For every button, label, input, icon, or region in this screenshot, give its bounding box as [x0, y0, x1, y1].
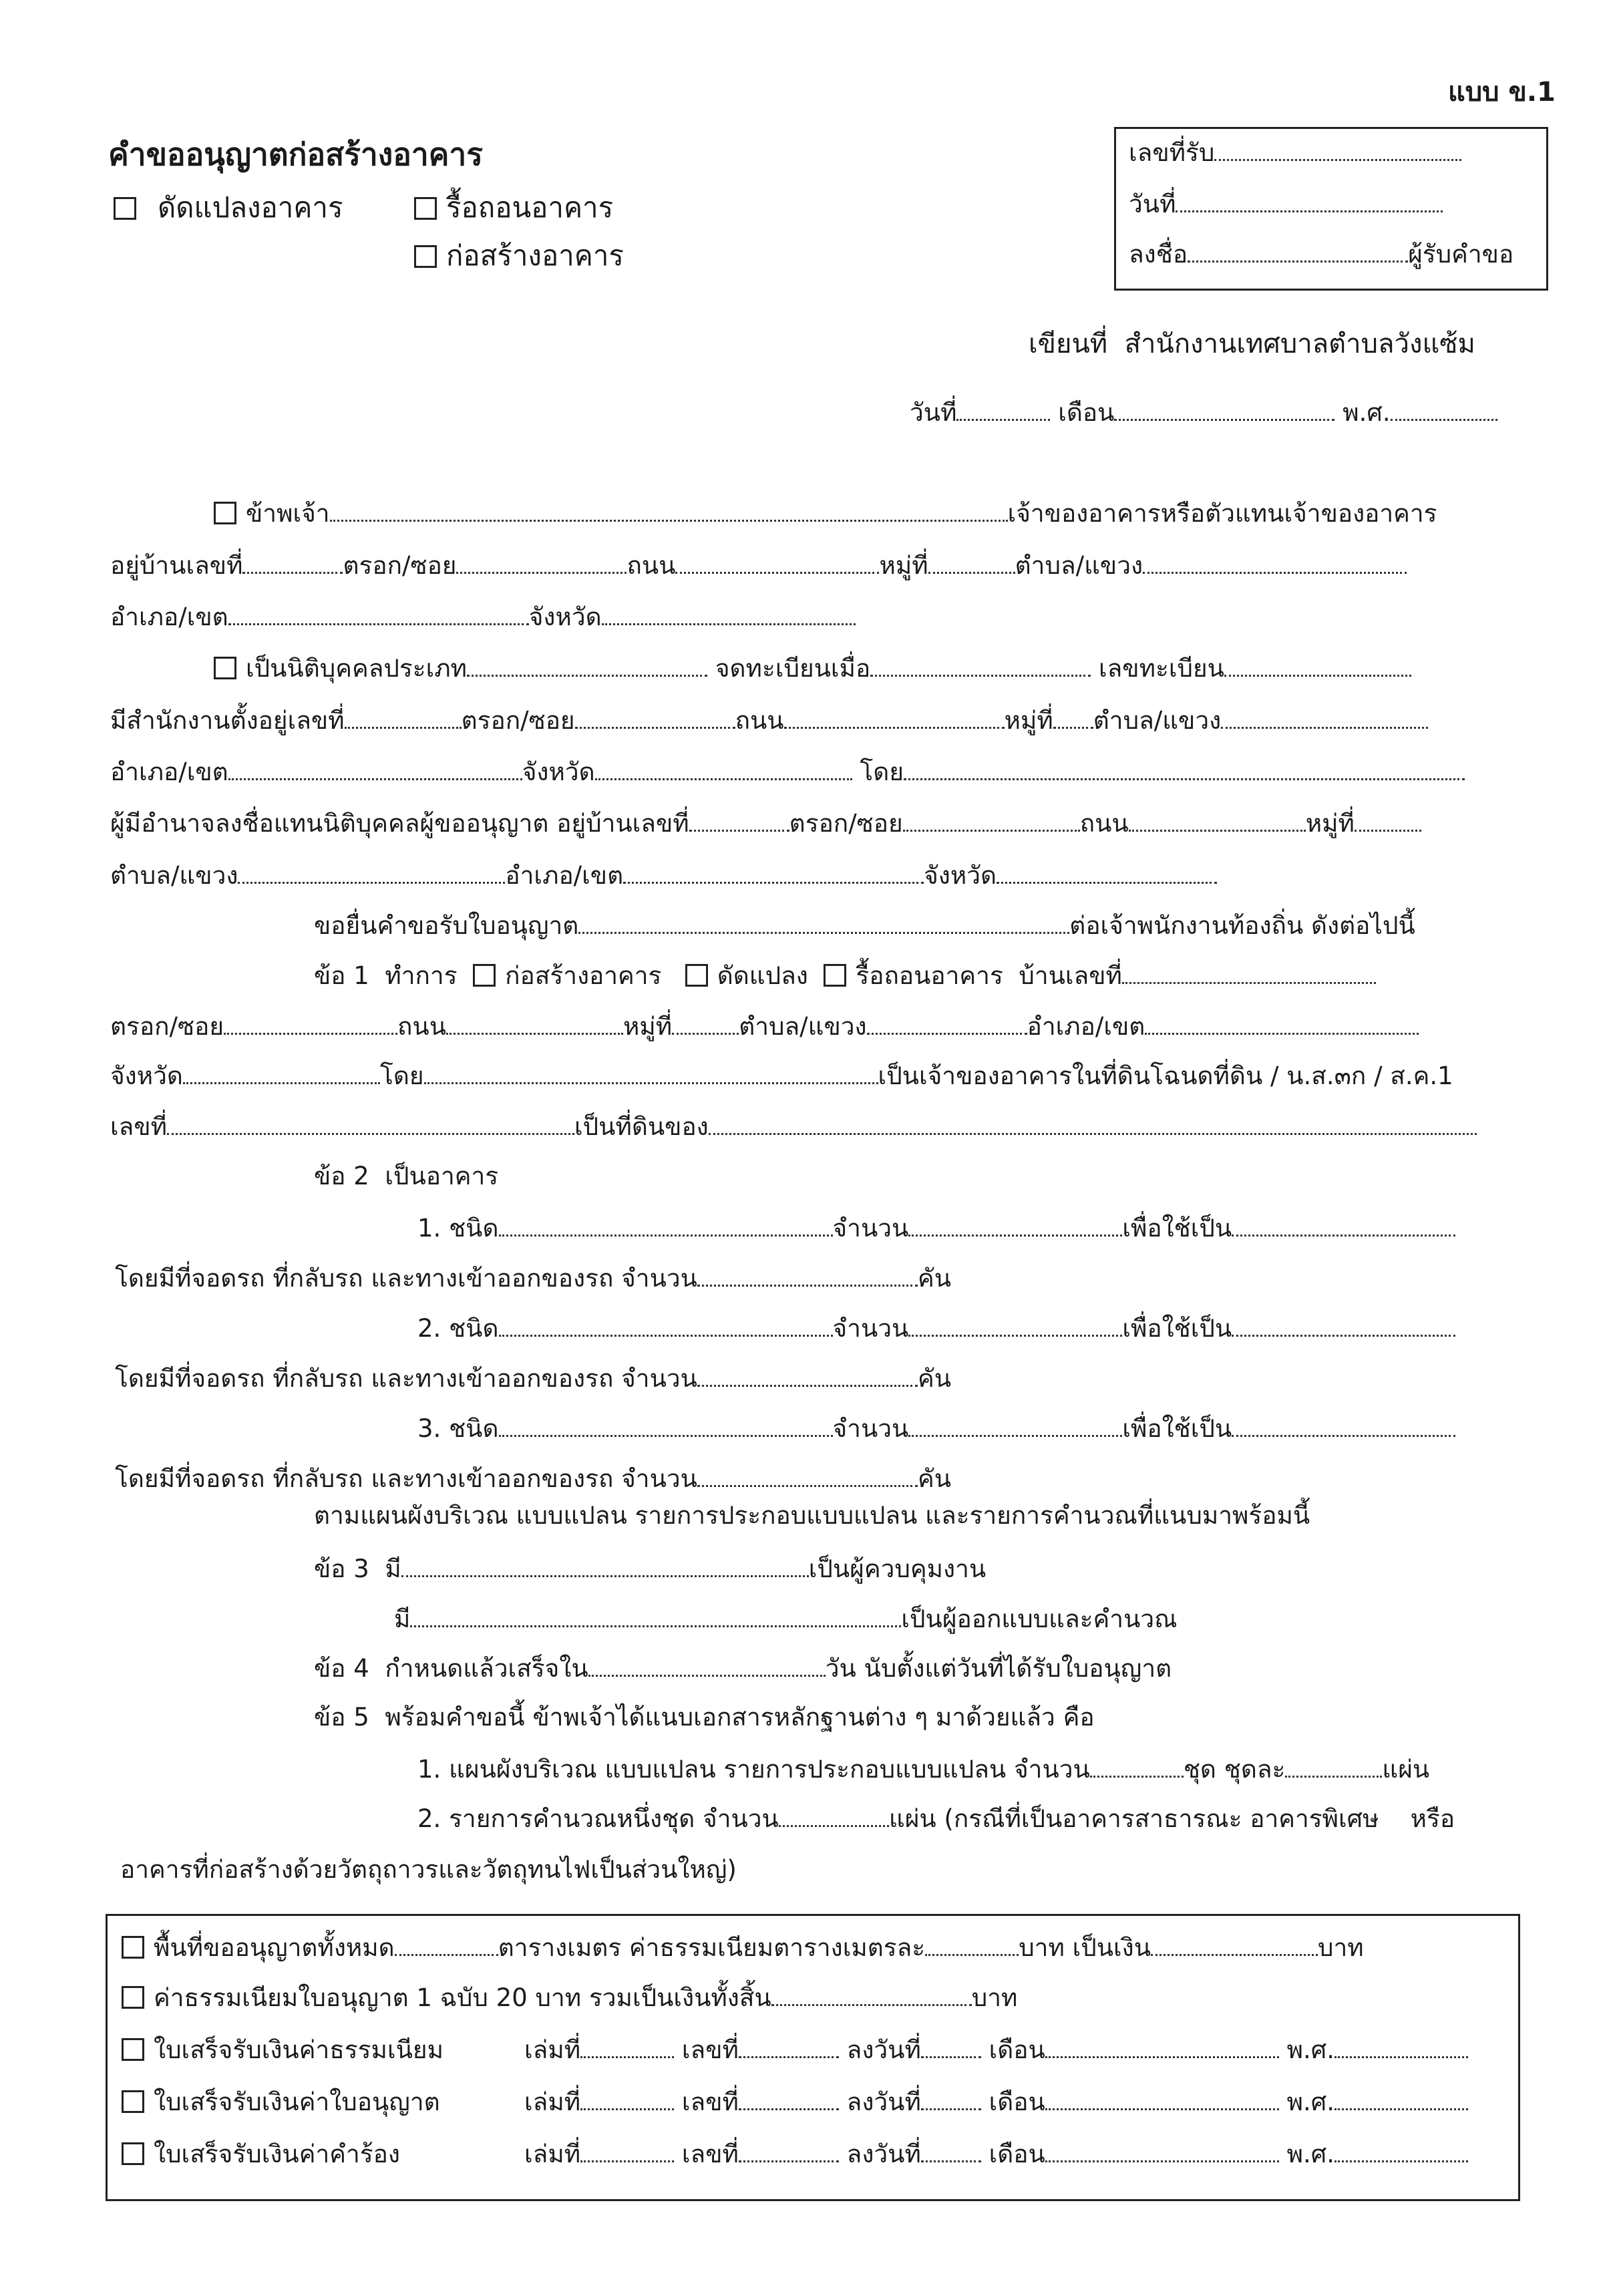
building-3: 3. ชนิด จำนวน เพื่อใช้เป็น — [417, 1415, 1455, 1441]
clause1-address: ตรอก/ซอย ถนน หมู่ที่ ตำบล/แขวง อำเภอ/เขต — [110, 1013, 1419, 1039]
parking-1: โดยมีที่จอดรถ ที่กลับรถ และทางเข้าออกของรถ จำนวน คัน — [115, 1264, 951, 1293]
clause4: ข้อ 4 กำหนดแล้วเสร็จใน วัน นับตั้งแต่วันที่ได้รับใบอนุญาต — [314, 1654, 1172, 1683]
checkbox[interactable] — [214, 502, 236, 524]
juristic-office: มีสำนักงานตั้งอยู่เลขที่ ตรอก/ซอย ถนน หมู่ที่ ตำบล/แขวง — [110, 707, 1428, 733]
building-2: 2. ชนิด จำนวน เพื่อใช้เป็น — [417, 1315, 1455, 1341]
checkbox[interactable] — [824, 964, 846, 987]
checkbox[interactable] — [122, 2090, 144, 2113]
juristic-district: อำเภอ/เขต จังหวัด โดย — [110, 758, 1465, 784]
juristic-signer-district: ตำบล/แขวง อำเภอ/เขต จังหวัด — [110, 862, 1217, 888]
checkbox[interactable] — [122, 1936, 144, 1959]
parking-3: โดยมีที่จอดรถ ที่กลับรถ และทางเข้าออกของรถ จำนวน คัน — [115, 1464, 951, 1493]
clause5-item2-cont: อาคารที่ก่อสร้างด้วยวัตถุถาวรและวัตถุทนไฟเป็นส่วนใหญ่) — [120, 1855, 737, 1884]
receipt-row-3: ใบเสร็จรับเงินค่าคำร้อง เล่มที่ เลขที่ ลงวันที่ เดือน พ.ศ. — [122, 2140, 1468, 2166]
checkbox[interactable] — [122, 2038, 144, 2061]
checkbox[interactable] — [122, 2142, 144, 2165]
checkbox[interactable] — [473, 964, 496, 987]
option-modify[interactable]: ดัดแปลงอาคาร — [114, 194, 343, 222]
applicant-address: อยู่บ้านเลขที่ ตรอก/ซอย ถนน หมู่ที่ ตำบล/แขวง — [110, 552, 1407, 578]
fee-area: พื้นที่ขออนุญาตทั้งหมด ตารางเมตร ค่าธรรมเนียมตารางเมตรละ บาท เป็นเงิน บาท — [122, 1934, 1364, 1960]
juristic-signer: ผู้มีอำนาจลงชื่อแทนนิติบุคคลผู้ขออนุญาต อยู่บ้านเลขที่ ตรอก/ซอย ถนน หมู่ที่ — [110, 810, 1421, 836]
option-construct[interactable]: ก่อสร้างอาคาร — [414, 242, 624, 270]
building-1: 1. ชนิด จำนวน เพื่อใช้เป็น — [417, 1214, 1455, 1241]
request-intro: ขอยื่นคำขอรับใบอนุญาต ต่อเจ้าพนักงานท้องถิ่น ดังต่อไปนี้ — [314, 911, 1415, 940]
juristic-line: เป็นนิติบุคคลประเภท จดทะเบียนเมื่อ เลขทะเบียน — [214, 655, 1411, 681]
checkbox[interactable] — [685, 964, 708, 987]
form-title: คำขออนุญาตก่อสร้างอาคาร — [108, 136, 483, 172]
checkbox[interactable] — [414, 245, 437, 268]
received-no: เลขที่รับ — [1129, 139, 1461, 165]
written-at: เขียนที่ สำนักงานเทศบาลตำบลวังแซ้ม — [1029, 329, 1475, 359]
checkbox[interactable] — [114, 197, 136, 220]
applicant-line: ข้าพเจ้า เจ้าของอาคารหรือตัวแทนเจ้าของอาคาร — [214, 500, 1437, 526]
plans-note: ตามแผนผังบริเวณ แบบแปลน รายการประกอบแบบแปลน และรายการคำนวณที่แนบมาพร้อมนี้ — [314, 1501, 1310, 1530]
clause3-controller: ข้อ 3 มี เป็นผู้ควบคุมงาน — [314, 1554, 987, 1583]
option-demolish[interactable]: รื้อถอนอาคาร — [414, 194, 613, 222]
clause3-designer: มี เป็นผู้ออกแบบและคำนวณ — [394, 1605, 1178, 1633]
checkbox[interactable] — [414, 197, 437, 220]
receipt-row-2: ใบเสร็จรับเงินค่าใบอนุญาต เล่มที่ เลขที่ ลงวันที่ เดือน พ.ศ. — [122, 2088, 1468, 2114]
checkbox[interactable] — [214, 657, 236, 679]
receipt-row-1: ใบเสร็จรับเงินค่าธรรมเนียม เล่มที่ เลขที่ ลงวันที่ เดือน พ.ศ. — [122, 2036, 1468, 2062]
checkbox[interactable] — [122, 1986, 144, 2009]
clause1-action: ข้อ 1 ทำการ ก่อสร้างอาคาร ดัดแปลง รื้อถอนอาคาร บ้านเลขที่ — [314, 962, 1376, 988]
clause1-owner: จังหวัด โดย เป็นเจ้าของอาคารในที่ดินโฉนดที่ดิน / น.ส.๓ก / ส.ค.1 — [110, 1061, 1453, 1090]
parking-2: โดยมีที่จอดรถ ที่กลับรถ และทางเข้าออกของรถ จำนวน คัน — [115, 1364, 951, 1393]
clause5: ข้อ 5 พร้อมคำขอนี้ ข้าพเจ้าได้แนบเอกสารหลักฐานต่าง ๆ มาด้วยแล้ว คือ — [314, 1703, 1095, 1732]
clause1-land: เลขที่ เป็นที่ดินของ — [110, 1113, 1477, 1139]
clause5-item1: 1. แผนผังบริเวณ แบบแปลน รายการประกอบแบบแปลน จำนวน ชุด ชุดละ แผ่น — [417, 1755, 1430, 1784]
form-code: แบบ ข.1 — [1448, 77, 1556, 108]
receiver-sign: ลงชื่อ ผู้รับคำขอ — [1129, 240, 1514, 269]
date-line: วันที่ เดือน พ.ศ. — [910, 399, 1497, 425]
clause2-title: ข้อ 2 เป็นอาคาร — [314, 1162, 499, 1190]
clause5-item2: 2. รายการคำนวณหนึ่งชุด จำนวน แผ่น (กรณีที่เป็นอาคารสาธารณะ อาคารพิเศษ หรือ — [417, 1804, 1455, 1833]
received-date: วันที่ — [1129, 190, 1443, 216]
fee-license: ค่าธรรมเนียมใบอนุญาต 1 ฉบับ 20 บาท รวมเป็นเงินทั้งสิ้น บาท — [122, 1984, 1017, 2010]
applicant-district: อำเภอ/เขต จังหวัด — [110, 603, 856, 629]
